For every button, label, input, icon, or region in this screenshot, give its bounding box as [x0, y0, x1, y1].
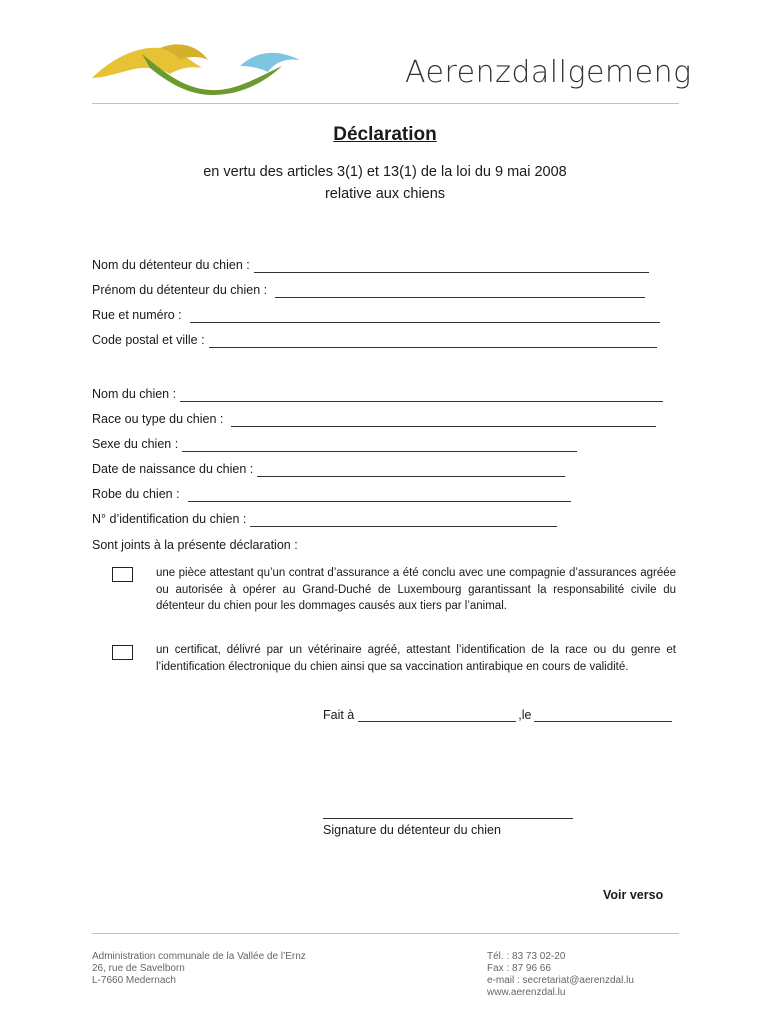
- footer-website: www.aerenzdal.lu: [487, 987, 566, 998]
- header-divider: [92, 103, 679, 104]
- field-label: Sexe du chien :: [92, 437, 179, 451]
- brand-name: Aerenzdallgemeng: [405, 55, 692, 90]
- field-label: Nom du détenteur du chien :: [92, 258, 250, 272]
- option-insurance-text: une pièce attestant qu’un contrat d’assurance a été conclu avec une compagnie d’assurances agréée ou autorisée à opérer au Grand-Duché de Luxembourg garantissant la responsabilité civile du détenteur du chien pour les dommages causés aux tiers par l’animal.: [156, 567, 676, 612]
- document-title: Déclaration: [333, 124, 437, 145]
- signature-line[interactable]: [323, 818, 573, 819]
- field-label: Robe du chien :: [92, 487, 180, 501]
- attachments-label: Sont joints à la présente déclaration :: [92, 538, 298, 552]
- footer-line: 26, rue de Savelborn: [92, 963, 185, 974]
- fill-line[interactable]: [275, 285, 645, 298]
- footer-fax: Fax : 87 96 66: [487, 963, 551, 974]
- fill-line[interactable]: [257, 464, 565, 477]
- field-postal-city[interactable]: [92, 332, 657, 348]
- field-dog-name[interactable]: [92, 386, 663, 402]
- le-label: ,le: [518, 708, 532, 722]
- signature-label: Signature du détenteur du chien: [323, 823, 501, 837]
- field-dog-birthdate[interactable]: [92, 461, 565, 477]
- field-dog-sex[interactable]: [92, 436, 577, 452]
- checkbox-insurance[interactable]: [112, 567, 133, 582]
- field-label: Date de naissance du chien :: [92, 462, 254, 476]
- option-certificate-text: un certificat, délivré par un vétérinaire agréé, attestant l’identification de la race ou du genre et l’identification électronique du chien ainsi que sa vaccination antirabique en cours de validité.: [156, 644, 676, 673]
- footer-divider: [92, 933, 679, 934]
- footer-email: e-mail : secretariat@aerenzdal.lu: [487, 975, 634, 986]
- footer-line: L-7660 Medernach: [92, 975, 176, 986]
- fill-line[interactable]: [180, 389, 663, 402]
- field-dog-breed[interactable]: [92, 411, 656, 427]
- fill-line[interactable]: [182, 439, 577, 452]
- field-dog-coat[interactable]: [92, 486, 571, 502]
- logo-blue-wave: [240, 53, 300, 72]
- field-dog-id[interactable]: [92, 511, 557, 527]
- document-subtitle: [0, 161, 770, 205]
- field-owner-name[interactable]: [92, 257, 649, 273]
- fill-line[interactable]: [188, 489, 571, 502]
- fill-line[interactable]: [250, 514, 557, 527]
- field-label: N° d’identification du chien :: [92, 512, 247, 526]
- subtitle-line-1: en vertu des articles 3(1) et 13(1) de la loi du 9 mai 2008: [203, 164, 567, 180]
- footer-line: Administration communale de la Vallée de l’Ernz: [92, 951, 306, 962]
- footer-contact: [487, 951, 634, 999]
- fill-line[interactable]: [209, 335, 657, 348]
- field-label: Nom du chien :: [92, 387, 177, 401]
- see-back-note: Voir verso: [603, 888, 664, 902]
- field-label: Prénom du détenteur du chien :: [92, 283, 268, 297]
- field-street[interactable]: [92, 307, 660, 323]
- field-owner-firstname[interactable]: [92, 282, 645, 298]
- commune-logo: [90, 38, 305, 96]
- field-label: Race ou type du chien :: [92, 412, 224, 426]
- place-fill-line[interactable]: [358, 709, 516, 722]
- place-date-line[interactable]: [323, 708, 672, 722]
- date-fill-line[interactable]: [534, 709, 672, 722]
- fill-line[interactable]: [254, 260, 649, 273]
- field-label: Code postal et ville :: [92, 333, 205, 347]
- footer-phone: Tél. : 83 73 02-20: [487, 951, 566, 962]
- subtitle-line-2: relative aux chiens: [324, 186, 446, 202]
- fill-line[interactable]: [231, 414, 656, 427]
- fait-a-label: Fait à: [323, 708, 355, 722]
- footer-address: [92, 951, 306, 987]
- field-label: Rue et numéro :: [92, 308, 182, 322]
- checkbox-veterinary-certificate[interactable]: [112, 645, 133, 660]
- fill-line[interactable]: [190, 310, 660, 323]
